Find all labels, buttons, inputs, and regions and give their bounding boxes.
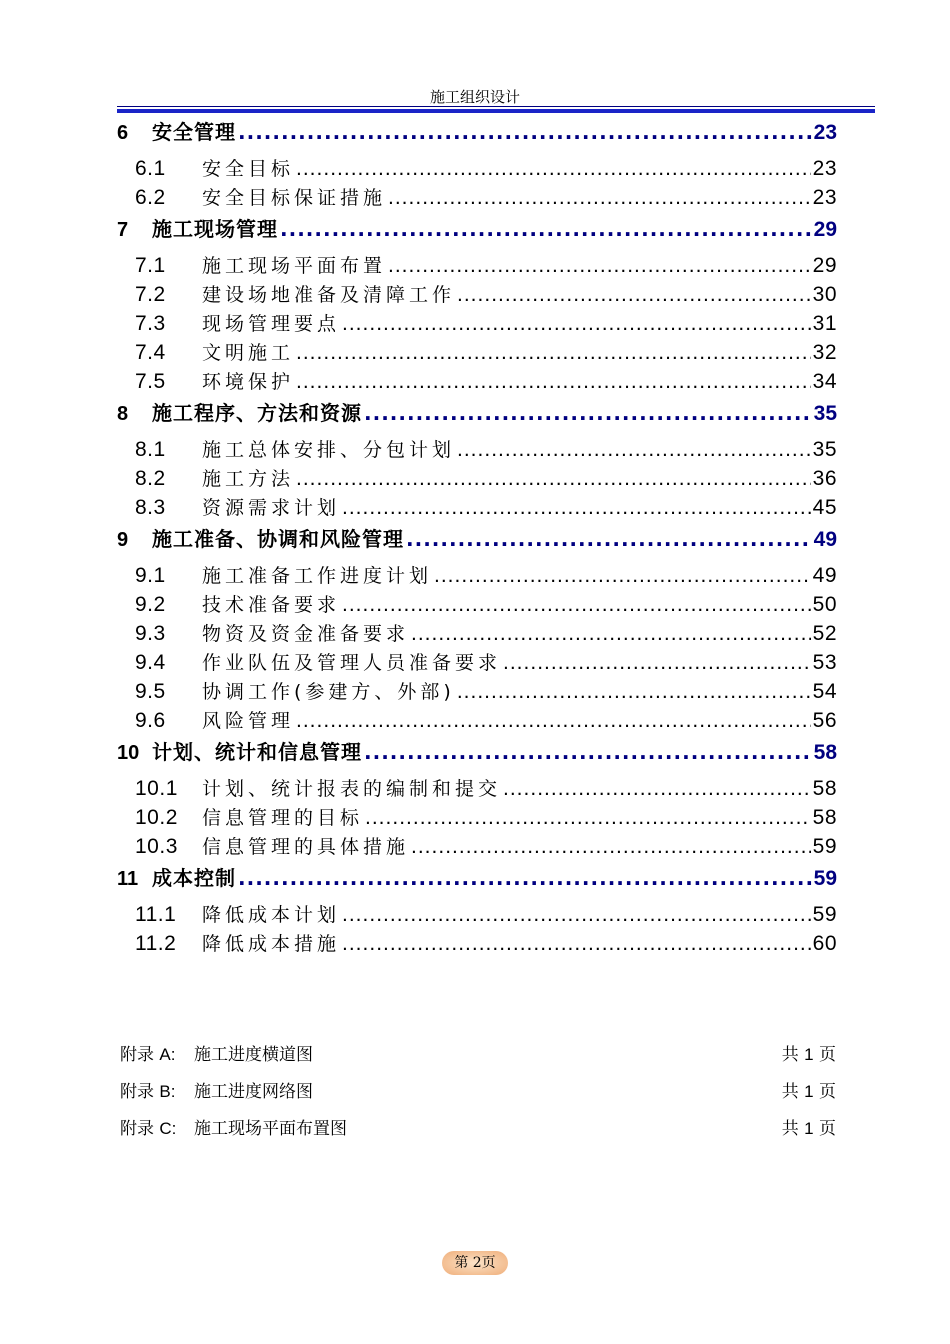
- toc-dot-leader: [296, 154, 811, 183]
- toc-dot-leader: [342, 493, 811, 522]
- toc-dot-leader: [296, 464, 811, 493]
- toc-entry-page: 45: [812, 496, 837, 519]
- appendix-entry[interactable]: [120, 1114, 836, 1139]
- toc-chapter-entry[interactable]: [117, 522, 837, 561]
- appendix-pages-suffix: 页: [819, 1082, 836, 1102]
- toc-entry-page: 59: [812, 835, 837, 858]
- toc-entry-page: 49: [812, 564, 837, 587]
- toc-dot-leader: [238, 861, 812, 895]
- toc-entry-title: 资源需求计划: [202, 497, 341, 519]
- toc-section-entry[interactable]: [117, 648, 837, 677]
- appendix-left: [120, 1040, 313, 1065]
- toc-entry-number: 9.3: [135, 622, 166, 645]
- toc-dot-leader: [238, 115, 812, 149]
- toc-entry-page: 56: [812, 709, 837, 732]
- toc-section-entry[interactable]: [117, 803, 837, 832]
- toc-entry-title: 建设场地准备及清障工作: [202, 284, 456, 306]
- appendix-title: 施工进度横道图: [194, 1045, 313, 1065]
- toc-section-entry[interactable]: [117, 493, 837, 522]
- toc-chapter-entry[interactable]: [117, 861, 837, 900]
- toc-entry-page: 53: [812, 651, 837, 674]
- appendix-label: [120, 1077, 194, 1102]
- toc-section-entry[interactable]: [117, 900, 837, 929]
- toc-dot-leader: [342, 590, 811, 619]
- toc-section-entry[interactable]: [117, 464, 837, 493]
- appendix-pages-suffix: 页: [819, 1119, 836, 1139]
- toc-entry-number: 8: [117, 403, 129, 425]
- appendix-pages-count: 1: [804, 1082, 814, 1101]
- toc-dot-leader: [411, 832, 811, 861]
- toc-entry-title: 文明施工: [202, 342, 295, 364]
- appendix-title: 施工进度网络图: [194, 1082, 313, 1102]
- toc-entry-title: 施工现场管理: [152, 217, 278, 241]
- toc-entry-number: 7.3: [135, 312, 166, 335]
- appendix-pages-prefix: 共: [781, 1082, 799, 1102]
- appendix-pages-suffix: 页: [819, 1045, 836, 1065]
- toc-dot-leader: [342, 900, 811, 929]
- toc-entry-number: 9.2: [135, 593, 166, 616]
- toc-entry-number: 8.2: [135, 467, 166, 490]
- toc-entry-title: 协调工作(参建方、外部): [202, 681, 455, 703]
- toc-entry-number: 9.1: [135, 564, 166, 587]
- toc-dot-leader: [364, 735, 812, 769]
- toc-section-entry[interactable]: [117, 154, 837, 183]
- toc-chapter-entry[interactable]: [117, 735, 837, 774]
- toc-chapter-entry[interactable]: [117, 115, 837, 154]
- toc-section-entry[interactable]: [117, 929, 837, 958]
- toc-dot-leader: [388, 183, 811, 212]
- toc-entry-title: 降低成本措施: [202, 933, 341, 955]
- toc-entry-title: 计划、统计报表的编制和提交: [202, 778, 502, 800]
- toc-entry-number: 10: [117, 742, 140, 764]
- toc-chapter-entry[interactable]: [117, 212, 837, 251]
- toc-entry-page: 49: [813, 528, 837, 551]
- appendix-pages-count: 1: [804, 1119, 814, 1138]
- toc-dot-leader: [296, 367, 811, 396]
- toc-dot-leader: [342, 309, 811, 338]
- toc-entry-page: 35: [812, 438, 837, 461]
- toc-dot-leader: [434, 561, 811, 590]
- toc-entry-title: 作业队伍及管理人员准备要求: [202, 652, 502, 674]
- toc-entry-title: 安全目标保证措施: [202, 187, 387, 209]
- toc-entry-page: 29: [813, 218, 837, 241]
- toc-entry-page: 58: [813, 741, 837, 764]
- toc-section-entry[interactable]: [117, 561, 837, 590]
- toc-entry-page: 30: [812, 283, 837, 306]
- toc-entry-title: 施工程序、方法和资源: [152, 401, 362, 425]
- toc-dot-leader: [406, 522, 812, 556]
- toc-section-entry[interactable]: [117, 367, 837, 396]
- toc-dot-leader: [280, 212, 812, 246]
- toc-entry-number: 6: [117, 122, 129, 144]
- toc-dot-leader: [503, 648, 811, 677]
- toc-dot-leader: [388, 251, 811, 280]
- toc-entry-page: 58: [812, 806, 837, 829]
- toc-entry-page: 31: [812, 312, 837, 335]
- toc-entry-title: 技术准备要求: [202, 594, 341, 616]
- appendix-left: [120, 1114, 347, 1139]
- toc-dot-leader: [457, 435, 811, 464]
- toc-dot-leader: [457, 280, 811, 309]
- toc-entry-title: 施工准备、协调和风险管理: [152, 527, 404, 551]
- appendix-page-count: [782, 1077, 836, 1102]
- toc-entry-title: 现场管理要点: [202, 313, 341, 335]
- toc-entry-number: 10.1: [135, 777, 178, 800]
- toc-entry-number: 6.1: [135, 157, 166, 180]
- appendix-page-count: [782, 1040, 836, 1065]
- toc-dot-leader: [364, 396, 812, 430]
- page-number-badge: 第 2页: [442, 1251, 508, 1275]
- toc-entry-title: 环境保护: [202, 371, 295, 393]
- appendix-label-prefix: 附录: [120, 1082, 154, 1102]
- appendix-label-prefix: 附录: [120, 1119, 154, 1139]
- header-rule-thick: [117, 109, 875, 113]
- toc-entry-page: 23: [813, 121, 837, 144]
- toc-entry-title: 安全管理: [152, 120, 236, 144]
- toc-entry-page: 50: [812, 593, 837, 616]
- toc-entry-number: 7: [117, 219, 129, 241]
- appendix-pages-prefix: 共: [781, 1119, 799, 1139]
- toc-entry-number: 8.1: [135, 438, 166, 461]
- toc-entry-title: 降低成本计划: [202, 904, 341, 926]
- toc-entry-number: 11: [117, 868, 139, 890]
- toc-entry-title: 信息管理的具体措施: [202, 836, 410, 858]
- toc-entry-number: 10.2: [135, 806, 178, 829]
- appendix-label-prefix: 附录: [120, 1045, 154, 1065]
- toc-section-entry[interactable]: [117, 309, 837, 338]
- toc-entry-page: 59: [812, 903, 837, 926]
- toc-entry-number: 9.4: [135, 651, 166, 674]
- appendix-label: [120, 1040, 194, 1065]
- toc-entry-number: 7.2: [135, 283, 166, 306]
- appendix-label-letter: B:: [159, 1082, 176, 1101]
- toc-entry-page: 60: [812, 932, 837, 955]
- toc-entry-page: 23: [812, 157, 837, 180]
- toc-dot-leader: [296, 338, 811, 367]
- appendix-label: [120, 1114, 194, 1139]
- toc-entry-title: 风险管理: [202, 710, 295, 732]
- toc-entry-page: 52: [812, 622, 837, 645]
- appendix-entry[interactable]: [120, 1077, 836, 1102]
- header-rule-thin: [117, 106, 875, 107]
- toc-section-entry[interactable]: [117, 774, 837, 803]
- toc-entry-number: 10.3: [135, 835, 178, 858]
- toc-entry-page: 54: [812, 680, 837, 703]
- page-header-title: 施工组织设计: [429, 88, 520, 106]
- toc-section-entry[interactable]: [117, 590, 837, 619]
- toc-entry-title: 成本控制: [152, 866, 236, 890]
- toc-entry-page: 35: [813, 402, 837, 425]
- appendix-pages-count: 1: [804, 1045, 814, 1064]
- toc-section-entry[interactable]: [117, 183, 837, 212]
- toc-entry-number: 9.6: [135, 709, 166, 732]
- toc-entry-number: 7.5: [135, 370, 166, 393]
- table-of-contents: [117, 115, 837, 958]
- toc-section-entry[interactable]: [117, 832, 837, 861]
- toc-dot-leader: [411, 619, 811, 648]
- toc-entry-page: 23: [812, 186, 837, 209]
- toc-entry-number: 11.1: [135, 903, 177, 926]
- toc-entry-title: 施工方法: [202, 468, 295, 490]
- toc-entry-number: 11.2: [135, 932, 177, 955]
- toc-entry-page: 32: [812, 341, 837, 364]
- toc-dot-leader: [457, 677, 811, 706]
- appendix-entry[interactable]: [120, 1040, 836, 1065]
- appendix-left: [120, 1077, 313, 1102]
- appendix-pages-prefix: 共: [781, 1045, 799, 1065]
- toc-entry-title: 施工准备工作进度计划: [202, 565, 433, 587]
- toc-entry-number: 8.3: [135, 496, 166, 519]
- toc-section-entry[interactable]: [117, 619, 837, 648]
- toc-dot-leader: [342, 929, 811, 958]
- toc-dot-leader: [365, 803, 811, 832]
- toc-entry-page: 59: [813, 867, 837, 890]
- toc-entry-number: 7.4: [135, 341, 166, 364]
- appendix-label-letter: A:: [159, 1045, 176, 1064]
- toc-entry-page: 58: [812, 777, 837, 800]
- toc-entry-number: 6.2: [135, 186, 166, 209]
- toc-entry-page: 29: [812, 254, 837, 277]
- toc-entry-title: 计划、统计和信息管理: [152, 740, 362, 764]
- toc-entry-title: 安全目标: [202, 158, 295, 180]
- toc-dot-leader: [503, 774, 811, 803]
- appendix-title: 施工现场平面布置图: [194, 1119, 347, 1139]
- toc-section-entry[interactable]: [117, 706, 837, 735]
- toc-entry-page: 36: [812, 467, 837, 490]
- toc-entry-number: 9.5: [135, 680, 166, 703]
- toc-entry-number: 9: [117, 529, 129, 551]
- toc-entry-page: 34: [812, 370, 837, 393]
- toc-section-entry[interactable]: [117, 251, 837, 280]
- toc-entry-title: 施工现场平面布置: [202, 255, 387, 277]
- toc-section-entry[interactable]: [117, 677, 837, 706]
- toc-entry-number: 7.1: [135, 254, 166, 277]
- toc-section-entry[interactable]: [117, 435, 837, 464]
- toc-entry-title: 信息管理的目标: [202, 807, 364, 829]
- toc-entry-title: 物资及资金准备要求: [202, 623, 410, 645]
- toc-chapter-entry[interactable]: [117, 396, 837, 435]
- toc-entry-title: 施工总体安排、分包计划: [202, 439, 456, 461]
- toc-dot-leader: [296, 706, 811, 735]
- toc-section-entry[interactable]: [117, 280, 837, 309]
- appendix-page-count: [782, 1114, 836, 1139]
- toc-section-entry[interactable]: [117, 338, 837, 367]
- appendix-label-letter: C:: [159, 1119, 177, 1138]
